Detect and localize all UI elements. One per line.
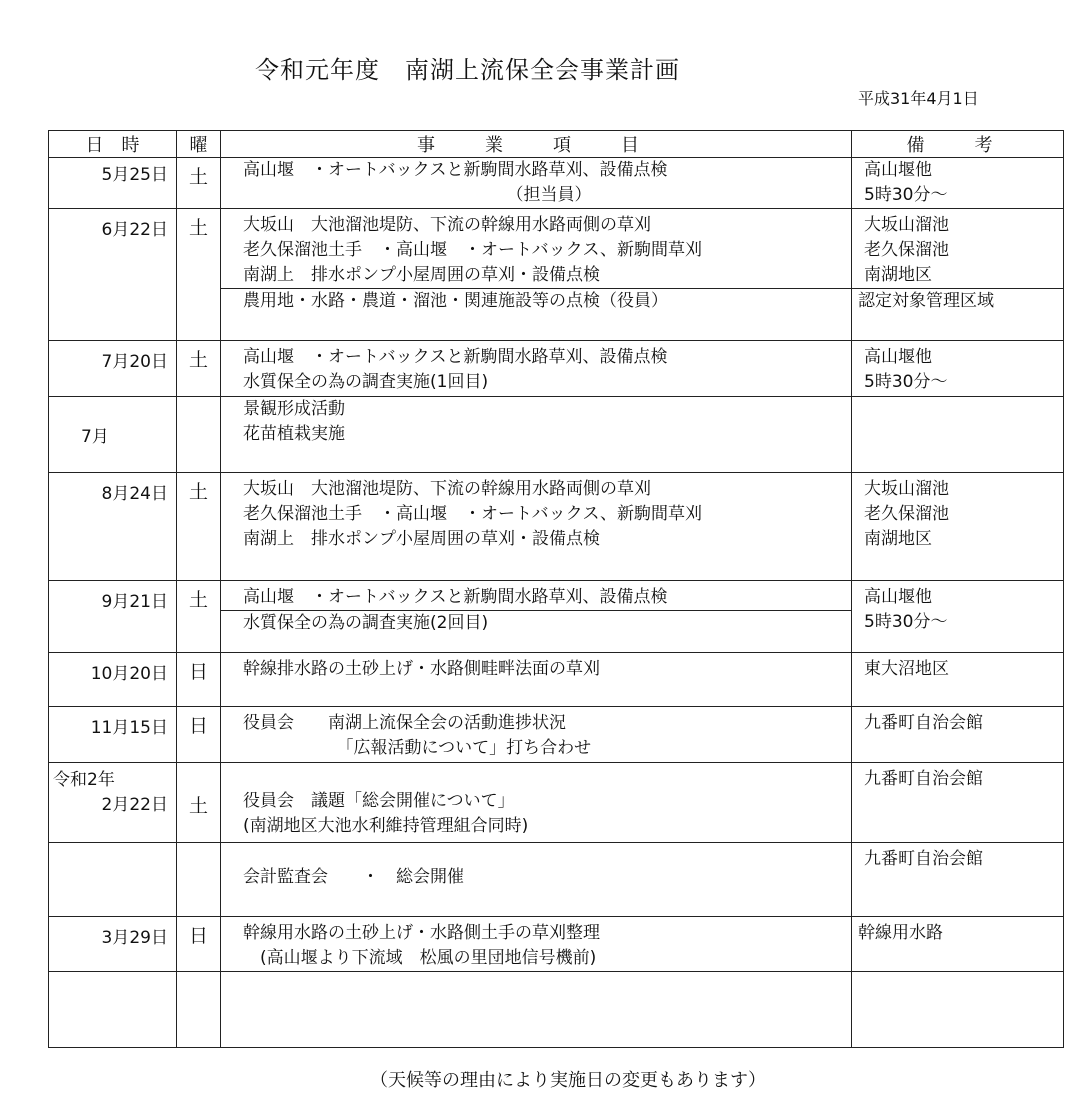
table-row bbox=[49, 763, 1064, 843]
row-note-line: 認定対象管理区域 bbox=[858, 291, 994, 311]
table-row bbox=[49, 843, 1064, 917]
row-item-line: 「広報活動について」打ち合わせ bbox=[243, 738, 592, 758]
row-note-line: 南湖地区 bbox=[864, 529, 932, 549]
row-date: 10月20日 bbox=[90, 664, 168, 684]
row-day bbox=[177, 843, 220, 847]
table-row bbox=[49, 341, 1064, 397]
table-row bbox=[49, 917, 1064, 972]
header-item: 事 業 項 目 bbox=[221, 131, 852, 158]
document-title: 令和元年度 南湖上流保全会事業計画 bbox=[255, 56, 680, 84]
row-note-line: 5時30分～ bbox=[864, 185, 948, 205]
table-row bbox=[49, 707, 1064, 763]
row-day: 日 bbox=[188, 661, 208, 683]
row-note-line: 老久保溜池 bbox=[864, 504, 949, 524]
row-note-line: 九番町自治会館 bbox=[864, 713, 983, 733]
row-date: 3月29日 bbox=[101, 928, 168, 948]
row-day: 土 bbox=[188, 349, 208, 371]
row-note-line: 高山堰他 bbox=[864, 587, 932, 607]
table-row-empty bbox=[49, 972, 1064, 1048]
row-item-line: 幹線用水路の土砂上げ・水路側土手の草刈整理 bbox=[243, 923, 600, 943]
row-item-line: 水質保全の為の調査実施(2回目) bbox=[243, 613, 489, 633]
row-note-line: 高山堰他 bbox=[864, 160, 932, 180]
row-note-line: 幹線用水路 bbox=[858, 923, 943, 943]
row-item-line: 高山堰 ・オートバックスと新駒間水路草刈、設備点検 bbox=[243, 587, 668, 607]
table-row bbox=[49, 158, 1064, 209]
row-item-line: 高山堰 ・オートバックスと新駒間水路草刈、設備点検 bbox=[243, 347, 668, 367]
header-day: 曜 bbox=[177, 131, 221, 158]
row-subdivider bbox=[221, 288, 851, 314]
row-item-line: 大坂山 大池溜池堤防、下流の幹線用水路両側の草刈 bbox=[243, 215, 651, 235]
header-note: 備 考 bbox=[852, 131, 1064, 158]
table-row bbox=[49, 653, 1064, 707]
row-day: 土 bbox=[188, 589, 208, 611]
row-note-line: 高山堰他 bbox=[864, 347, 932, 367]
row-item-line: 水質保全の為の調査実施(1回目) bbox=[243, 372, 489, 392]
row-date: 7月20日 bbox=[101, 352, 168, 372]
row-item-line: (南湖地区大池水利維持管理組合同時) bbox=[243, 816, 529, 836]
table-row bbox=[49, 473, 1064, 581]
row-date bbox=[49, 843, 176, 849]
row-note-line: 東大沼地区 bbox=[864, 659, 949, 679]
row-item-line: 老久保溜池土手 ・高山堰 ・オートバックス、新駒間草刈 bbox=[243, 504, 702, 524]
row-item-line: 花苗植栽実施 bbox=[243, 424, 345, 444]
table-row bbox=[49, 581, 1064, 653]
row-day: 土 bbox=[188, 795, 208, 817]
row-day: 土 bbox=[188, 481, 208, 503]
footer-note: （天候等の理由により実施日の変更もあります） bbox=[370, 1070, 766, 1091]
row-item-line: 役員会 議題「総会開催について」 bbox=[243, 791, 515, 811]
row-subdivider bbox=[852, 288, 1063, 314]
row-note-line: 大坂山溜池 bbox=[864, 479, 949, 499]
row-item-line: 大坂山 大池溜池堤防、下流の幹線用水路両側の草刈 bbox=[243, 479, 651, 499]
row-date: 6月22日 bbox=[101, 220, 168, 240]
document-date: 平成31年4月1日 bbox=[858, 89, 979, 108]
row-note-line: 南湖地区 bbox=[864, 265, 932, 285]
row-subdivider bbox=[221, 610, 851, 636]
row-note-line: 九番町自治会館 bbox=[864, 849, 983, 869]
row-date: 8月24日 bbox=[101, 484, 168, 504]
row-item-line: 高山堰 ・オートバックスと新駒間水路草刈、設備点検 bbox=[243, 160, 668, 180]
row-item-line: (高山堰より下流域 松風の里団地信号機前) bbox=[243, 948, 597, 968]
row-date: 7月 bbox=[81, 427, 109, 447]
row-item-line: （担当員） bbox=[243, 185, 592, 205]
row-item-line: 南湖上 排水ポンプ小屋周囲の草刈・設備点検 bbox=[243, 529, 600, 549]
row-date: 9月21日 bbox=[101, 592, 168, 612]
row-item-line: 役員会 南湖上流保全会の活動進捗状況 bbox=[243, 713, 566, 733]
row-date: 5月25日 bbox=[101, 165, 168, 185]
row-item-line: 景観形成活動 bbox=[243, 399, 345, 419]
row-day: 日 bbox=[188, 715, 208, 737]
table-row bbox=[49, 397, 1064, 473]
row-note-line: 5時30分～ bbox=[864, 612, 948, 632]
row-note-line: 大坂山溜池 bbox=[864, 215, 949, 235]
row-date: 11月15日 bbox=[90, 718, 168, 738]
row-item-line: 老久保溜池土手 ・高山堰 ・オートバックス、新駒間草刈 bbox=[243, 240, 702, 260]
row-note-line: 5時30分～ bbox=[864, 372, 948, 392]
header-date: 日 時 bbox=[49, 131, 177, 158]
table-header-row bbox=[49, 131, 1064, 158]
row-note-line: 老久保溜池 bbox=[864, 240, 949, 260]
row-item-line: 会計監査会 ・ 総会開催 bbox=[243, 867, 464, 887]
row-day: 土 bbox=[188, 166, 208, 188]
row-item-line: 幹線排水路の土砂上げ・水路側畦畔法面の草刈 bbox=[243, 659, 600, 679]
row-year: 令和2年 bbox=[53, 770, 115, 790]
row-day: 土 bbox=[188, 217, 208, 239]
row-item-line: 農用地・水路・農道・溜池・関連施設等の点検（役員） bbox=[243, 291, 668, 311]
row-day: 日 bbox=[188, 925, 208, 947]
row-day bbox=[177, 397, 220, 401]
table-row bbox=[49, 209, 1064, 341]
schedule-table bbox=[48, 130, 1064, 1048]
row-note-line: 九番町自治会館 bbox=[864, 769, 983, 789]
row-date: 2月22日 bbox=[101, 795, 168, 815]
row-item-line: 南湖上 排水ポンプ小屋周囲の草刈・設備点検 bbox=[243, 265, 600, 285]
